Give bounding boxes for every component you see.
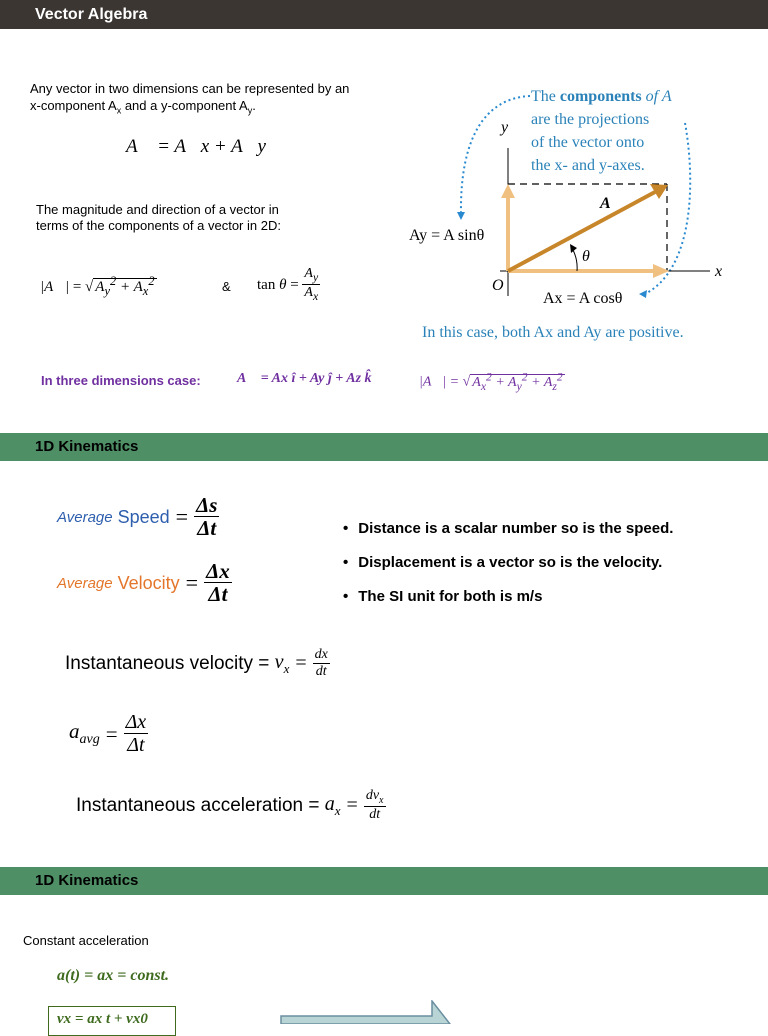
ay-label: Ay = A sinθ (409, 227, 485, 244)
vector-intro (30, 80, 410, 120)
three-d-magnitude: |A⃗| = √ $A_x^2 + A_y^2 + A_z^2$ (419, 370, 563, 393)
dotted-guide-left (461, 96, 530, 213)
average-word: Average (57, 508, 113, 526)
y-axis-label: y (501, 119, 509, 136)
average-acceleration-equation (69, 712, 148, 756)
section-title: Vector Algebra (35, 6, 148, 23)
tan-equation: tan θ = $\frac{A_y}{A_x}$ (257, 266, 319, 303)
ax-arrowhead-icon (653, 264, 669, 278)
instantaneous-velocity-equation (65, 648, 330, 679)
equals-sign: = (105, 721, 118, 746)
origin-label: O (492, 277, 504, 294)
inst-accel-text: Instantaneous acceleration = (76, 794, 325, 816)
average-word: Average (57, 574, 113, 592)
intro-line-2-a: x-component A (30, 98, 117, 113)
intro-line-2-b: and a y-component A (121, 98, 248, 113)
equals-sign: = (185, 570, 199, 596)
equals-sign: = (346, 794, 358, 817)
three-d-label: In three dimensions case: (41, 373, 201, 388)
vx-symbol: $v_x$ (274, 650, 290, 676)
caption-line-3: of the vector onto (531, 134, 645, 151)
magnitude-line-1: The magnitude and direction of a vector in (36, 202, 279, 217)
delta-x: Δx (206, 559, 230, 583)
three-d-equation: A⃗ = Ax î + Ay ĵ + Az k̂ (237, 371, 372, 386)
caption-line-1: The components of A⃗ (531, 88, 685, 105)
x-axis-label: x (715, 263, 723, 280)
section-header-1d-kinematics (0, 433, 768, 461)
theta-arc (573, 250, 577, 271)
equals-sign: = (175, 504, 189, 530)
intro-line-2-end: . (252, 98, 256, 113)
magnitude-line-2: terms of the components of a vector in 2D: (36, 218, 281, 233)
dotted-arrow-left-icon (457, 212, 465, 220)
delta-t: Δt (197, 516, 217, 541)
speed-word: Speed (117, 506, 170, 527)
dvx-dt-fraction: $\frac{dv_x}{dt}$ (365, 788, 384, 823)
bullet-item: • The SI unit for both is m/s (343, 588, 673, 605)
ax-label: Ax = A cosθ (543, 290, 623, 307)
intro-line-1: Any vector in two dimensions can be represented by an (30, 81, 350, 96)
accel-fraction (124, 712, 149, 756)
diagram-bottom-note: In this case, both Ax and Ay are positive. (422, 324, 684, 341)
instantaneous-acceleration-equation (76, 789, 386, 823)
delta-s: Δs (196, 493, 218, 517)
dotted-guide-right (645, 123, 690, 294)
ampersand: & (222, 279, 231, 294)
dx-dt-fraction: $\frac{dx}{dt}$ (314, 647, 328, 679)
magnitude-equation: |A⃗| = √ $A_y^2 + A_x^2$ (40, 274, 155, 298)
a-avg-symbol: $a_{avg}$ (69, 719, 100, 748)
theta-label: θ (582, 248, 590, 265)
average-velocity-equation (57, 560, 232, 606)
intro-line-2 (30, 97, 410, 120)
average-speed-equation (57, 494, 219, 540)
caption-line-4: the x- and y-axes. (531, 157, 645, 174)
vector-components-diagram (395, 78, 768, 348)
delta-t: Δt (208, 582, 228, 607)
ay-arrowhead-icon (501, 184, 515, 198)
delta-x: Δx (125, 711, 147, 733)
dotted-arrow-right-icon (639, 290, 647, 298)
boxed-velocity-equation: vx = ax t + vx0 (48, 1006, 176, 1036)
section-header-1d-kinematics-2 (0, 867, 768, 895)
vector-a-label: A⃗ (600, 195, 624, 212)
equals-sign: = (295, 652, 307, 675)
intro-sub-y: y (247, 105, 253, 116)
inst-velocity-text: Instantaneous velocity = (65, 652, 275, 674)
speed-fraction (194, 494, 219, 540)
section-title: 1D Kinematics (35, 438, 139, 455)
kinematics-bullets (343, 520, 673, 622)
bullet-item: • Displacement is a vector so is the velocity. (343, 554, 673, 571)
section-title: 1D Kinematics (35, 872, 139, 889)
caption-line-2: are the projections (531, 111, 650, 128)
magnitude-intro (36, 202, 281, 234)
section-header-vector-algebra (0, 0, 768, 29)
velocity-fraction (204, 560, 232, 606)
right-arrow-icon (280, 1000, 452, 1024)
constant-acceleration-heading: Constant acceleration (23, 933, 149, 948)
intro-sub-x: x (116, 105, 122, 116)
delta-t: Δt (127, 734, 145, 756)
velocity-word: Velocity (117, 572, 180, 593)
ax-symbol: $a_x$ (324, 792, 341, 818)
vector-sum-equation: A⃗ = A⃗x + A⃗y (126, 136, 266, 157)
bullet-item: • Distance is a scalar number so is the speed. (343, 520, 673, 537)
constant-acceleration-equation: a(t) = ax = const. (57, 967, 170, 984)
